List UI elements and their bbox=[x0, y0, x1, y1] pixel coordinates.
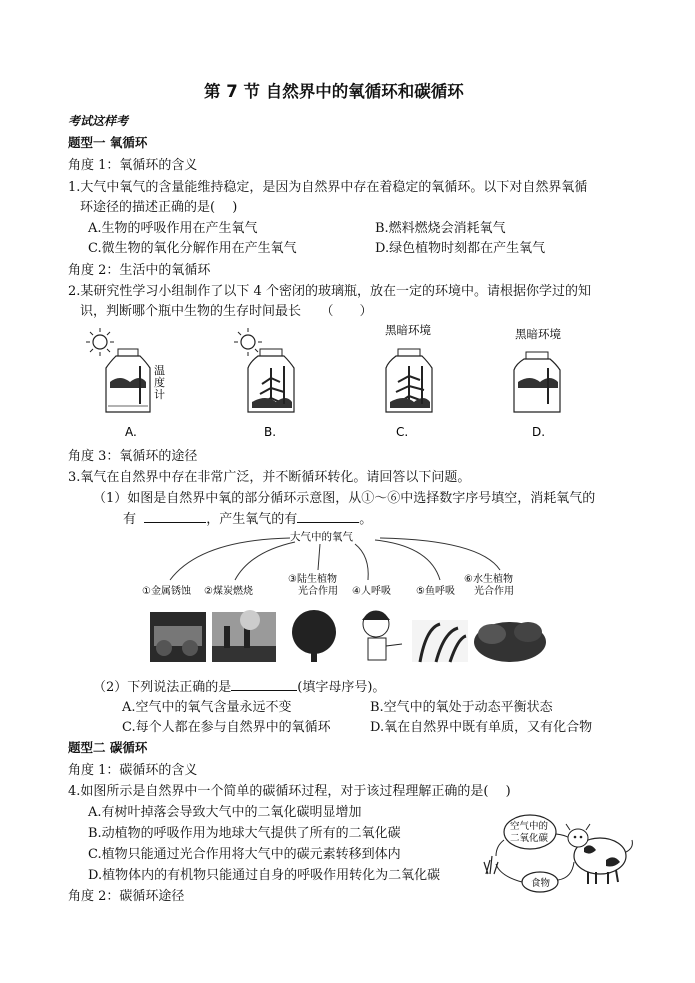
q3-p1-line1: （1）如图是自然界中氧的部分循环示意图，从①～⑥中选择数字序号填空，消耗氧气的 bbox=[93, 491, 596, 506]
diagram-item-5: ⑤鱼呼吸 bbox=[416, 586, 455, 597]
diagram-item-6b: 光合作用 bbox=[474, 586, 514, 597]
q3-option-c: C.每个人都在参与自然界中的氧循环 bbox=[122, 720, 331, 735]
q3-p2: （2）下列说法正确的是 (填字母序号)。 bbox=[93, 680, 386, 695]
q4-option-c: C.植物只能通过光合作用将大气中的碳元素转移到体内 bbox=[88, 847, 401, 862]
jars-figure bbox=[80, 322, 600, 444]
q1-option-b: B.燃料燃烧会消耗氧气 bbox=[375, 221, 506, 236]
thermo-label-3: 计 bbox=[154, 388, 165, 401]
type1-angle1: 角度 1：氧循环的含义 bbox=[68, 158, 198, 173]
oxygen-cycle-diagram bbox=[140, 528, 560, 668]
page-title: 第 7 节 自然界中的氧循环和碳循环 bbox=[204, 82, 464, 101]
diagram-item-3a: ③陆生植物 bbox=[288, 574, 337, 585]
type1-angle2: 角度 2：生活中的氧循环 bbox=[68, 263, 211, 278]
jar-label-d: D. bbox=[532, 425, 546, 439]
diagram-item-6a: ⑥水生植物 bbox=[464, 574, 513, 585]
jar-d bbox=[514, 352, 560, 412]
aquatic-plant-photo bbox=[412, 620, 468, 662]
q1-line2: 环途径的描述正确的是( ) bbox=[80, 200, 238, 215]
type2-angle1: 角度 1：碳循环的含义 bbox=[68, 763, 198, 778]
q4-line1: 4.如图所示是自然界中一个简单的碳循环过程，对于该过程理解正确的是( ) bbox=[68, 784, 511, 799]
dark-label-d: 黑暗环境 bbox=[515, 327, 561, 341]
q3-p1-produce: ，产生氧气的有 bbox=[206, 512, 298, 527]
jar-b bbox=[248, 349, 294, 412]
q1-option-a: A.生物的呼吸作用在产生氧气 bbox=[88, 221, 258, 236]
fig-co2-label: 二氧化碳 bbox=[510, 833, 549, 844]
q2-line2: 识，判断哪个瓶中生物的生存时间最长 （ ） bbox=[80, 304, 373, 319]
fig-air-label: 空气中的 bbox=[510, 821, 549, 832]
shrub-photo bbox=[474, 622, 546, 662]
q4-option-d: D.植物体内的有机物只能通过自身的呼吸作用转化为二氧化碳 bbox=[88, 868, 441, 883]
section-label: 考试这样考 bbox=[68, 114, 129, 128]
dark-label-c: 黑暗环境 bbox=[385, 323, 431, 337]
type2-heading: 题型二 碳循环 bbox=[68, 740, 148, 755]
type1-heading: 题型一 氧循环 bbox=[68, 135, 148, 150]
jar-label-a: A. bbox=[125, 425, 137, 439]
q1-option-c: C.微生物的氧化分解作用在产生氧气 bbox=[88, 241, 297, 256]
answer-blank-consume[interactable] bbox=[144, 510, 206, 523]
q3-option-b: B.空气中的氧处于动态平衡状态 bbox=[370, 700, 553, 715]
sun-icon-b bbox=[234, 328, 262, 356]
rust-photo bbox=[150, 612, 206, 662]
diagram-top-label: 大气中的氧气 bbox=[290, 531, 353, 543]
jar-c bbox=[386, 349, 432, 412]
q3-p1-have: 有 bbox=[123, 512, 137, 527]
answer-blank-produce[interactable] bbox=[297, 510, 359, 523]
q3-p1-line2: 有 ，产生氧气的有 。 bbox=[123, 512, 373, 527]
q4-option-b: B.动植物的呼吸作用为地球大气提供了所有的二氧化碳 bbox=[88, 826, 401, 841]
jar-label-c: C. bbox=[396, 425, 409, 439]
type1-angle3: 角度 3：氧循环的途径 bbox=[68, 449, 198, 464]
person-icon bbox=[362, 611, 402, 660]
diagram-item-1: ①金属锈蚀 bbox=[142, 586, 191, 597]
thermo-label-2: 度 bbox=[154, 376, 165, 389]
carbon-cycle-figure bbox=[478, 812, 648, 894]
diagram-item-3b: 光合作用 bbox=[298, 586, 338, 597]
jar-a bbox=[106, 349, 150, 412]
diagram-item-4: ④人呼吸 bbox=[352, 586, 391, 597]
q3-line1: 3.氧气在自然界中存在非常广泛，并不断循环转化。请回答以下问题。 bbox=[68, 470, 471, 485]
coal-photo bbox=[212, 610, 276, 662]
jar-label-b: B. bbox=[264, 425, 277, 439]
q3-option-a: A.空气中的氧气含量永远不变 bbox=[122, 700, 292, 715]
type2-angle2: 角度 2：碳循环途径 bbox=[68, 889, 185, 904]
sun-icon-a bbox=[86, 328, 114, 356]
q2-line1: 2.某研究性学习小组制作了以下 4 个密闭的玻璃瓶，放在一定的环境中。请根据你学过的知 bbox=[68, 284, 591, 299]
q1-option-d: D.绿色植物时刻都在产生氧气 bbox=[375, 241, 546, 256]
q4-option-a: A.有树叶掉落会导致大气中的二氧化碳明显增加 bbox=[88, 805, 362, 820]
q1-line1: 1.大气中氧气的含量能维持稳定，是因为自然界中存在着稳定的氧循环。以下对自然界氧循 bbox=[68, 180, 588, 195]
q3-option-d: D.氧在自然界中既有单质，又有化合物 bbox=[370, 720, 593, 735]
cow-icon bbox=[566, 824, 632, 884]
diagram-item-2: ②煤炭燃烧 bbox=[204, 586, 253, 597]
tree-photo bbox=[292, 610, 336, 662]
thermo-label-1: 温 bbox=[154, 364, 165, 377]
answer-blank-q3-p2[interactable] bbox=[231, 678, 297, 691]
fig-food-label: 食物 bbox=[531, 878, 551, 889]
